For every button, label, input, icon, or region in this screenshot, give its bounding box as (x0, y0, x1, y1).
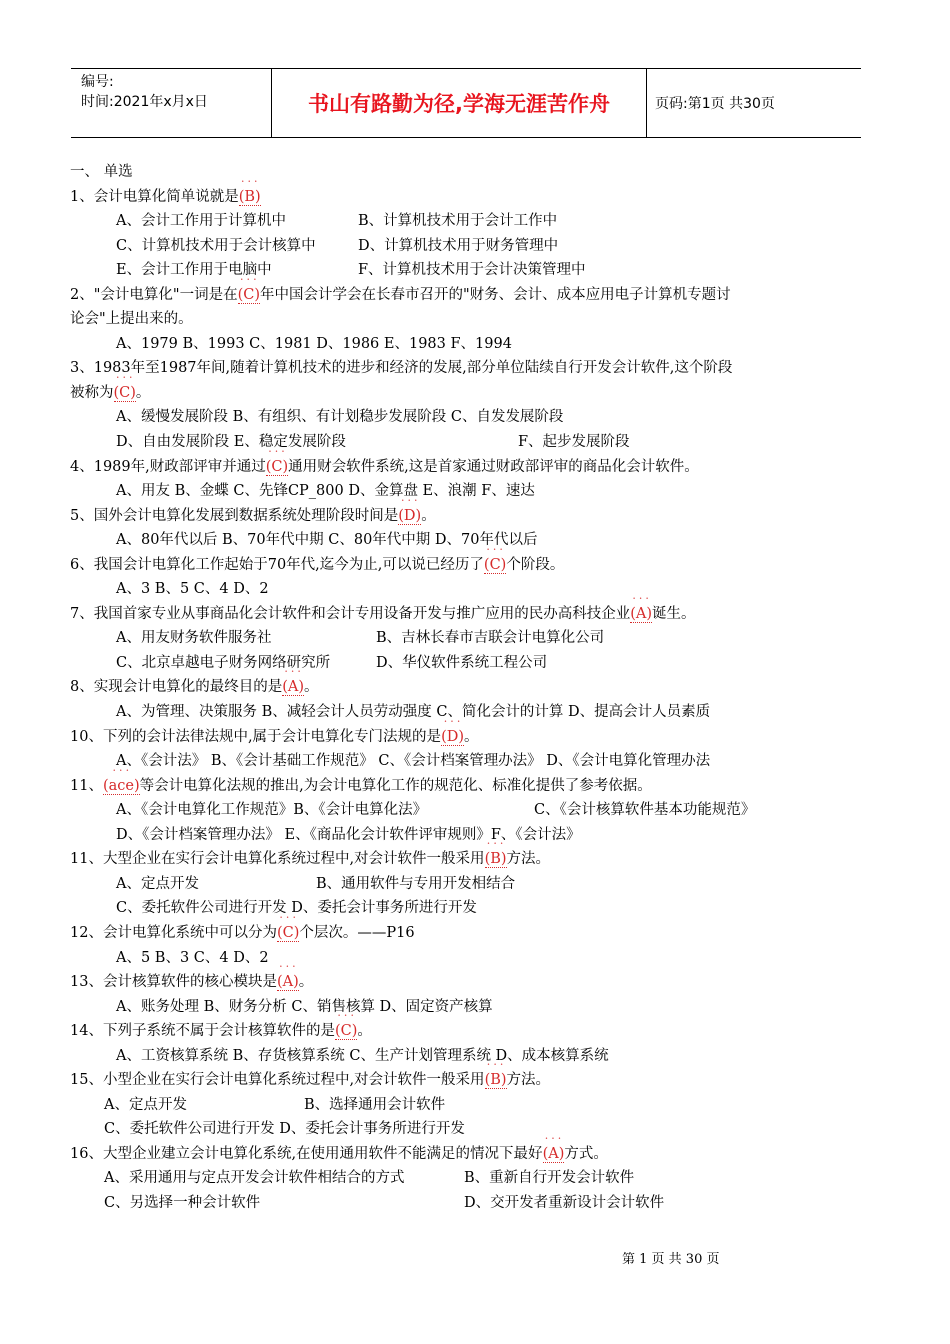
question-3-cont: 被称为• • • (C)。 (70, 381, 870, 406)
options: D、《会计档案管理办法》 E、《商品化会计软件评审规则》F、《会计法》 (116, 826, 581, 843)
options: A、为管理、决策服务 B、减轻会计人员劳动强度 C、简化会计的计算 D、提高会计人员素质 (116, 704, 711, 721)
options: C、计算机技术用于会计核算中 D、计算机技术用于财务管理中 (116, 237, 559, 254)
question-11b: 11、大型企业在实行会计电算化系统过程中,对会计软件一般采用• • • (B)方法。 (70, 847, 870, 872)
answer: • • • (D) (441, 729, 464, 746)
options: A、定点开发 B、通用软件与专用开发相结合 (116, 875, 516, 892)
answer: • • • (ace) (103, 778, 140, 795)
answer: • • • (D) (398, 508, 421, 525)
answer: • • • (A) (630, 606, 652, 623)
header-motto: 书山有路勤为径,学海无涯苦作舟 (272, 69, 647, 137)
number-label: 编号: (81, 74, 114, 90)
answer: • • • (C) (238, 287, 260, 304)
options: A、80年代以后 B、70年代中期 C、80年代中期 D、70年代以后 (116, 532, 538, 549)
question-6: 6、我国会计电算化工作起始于70年代,迄今为止,可以说已经历了• • • (C)个阶段。 (70, 553, 870, 578)
options: D、自由发展阶段 E、稳定发展阶段 F、起步发展阶段 (116, 434, 630, 451)
options: A、《会计法》 B、《会计基础工作规范》 C、《会计档案管理办法》 D、《会计电算化管理办法 (116, 753, 711, 770)
options: A、用友财务软件服务社 B、吉林长春市吉联会计电算化公司 (116, 630, 605, 647)
question-10: 10、下列的会计法律法规中,属于会计电算化专门法规的是• • • (D)。 (70, 725, 870, 750)
question-11a: 11、• • • (ace)等会计电算化法规的推出,为会计电算化工作的规范化、标准化提供了参考依据。 (70, 774, 870, 799)
page-header (71, 68, 861, 138)
answer: • • • (A) (543, 1146, 565, 1163)
options: A、账务处理 B、财务分析 C、销售核算 D、固定资产核算 (116, 998, 493, 1015)
options: A、《会计电算化工作规范》B、《会计电算化法》 C、《会计核算软件基本功能规范》 (116, 802, 756, 819)
question-2: 2、"会计电算化"一词是在• • • (C)年中国会计学会在长春市召开的"财务、会计、成本应用电子计算机专题讨 (70, 283, 870, 308)
question-list (70, 160, 870, 1216)
answer: • • • (A) (277, 974, 299, 991)
question-14: 14、下列子系统不属于会计核算软件的是• • • (C)。 (70, 1019, 870, 1044)
question-8: 8、实现会计电算化的最终目的是• • • (A)。 (70, 675, 870, 700)
question-2-cont: 论会"上提出来的。 (70, 311, 193, 328)
page-footer: 第 1 页 共 30 页 (622, 1252, 720, 1267)
options: C、另选择一种会计软件 D、交开发者重新设计会计软件 (104, 1194, 665, 1211)
section-heading: 一、 单选 (70, 164, 133, 180)
question-15: 15、小型企业在实行会计电算化系统过程中,对会计软件一般采用• • • (B)方法。 (70, 1068, 870, 1093)
question-1: 1、会计电算化简单说就是• • • (B) (70, 185, 870, 210)
options: A、采用通用与定点开发会计软件相结合的方式 B、重新自行开发会计软件 (104, 1170, 635, 1187)
options: C、委托软件公司进行开发 D、委托会计事务所进行开发 (104, 1121, 465, 1138)
question-13: 13、会计核算软件的核心模块是• • • (A)。 (70, 970, 870, 995)
answer: • • • (C) (484, 557, 506, 574)
question-3: 3、1983年至1987年间,随着计算机技术的进步和经济的发展,部分单位陆续自行开发会计软件,这个阶段 (70, 360, 733, 377)
options: A、工资核算系统 B、存货核算系统 C、生产计划管理系统 D、成本核算系统 (116, 1047, 609, 1064)
answer: • • • (A) (282, 679, 304, 696)
options: A、缓慢发展阶段 B、有组织、有计划稳步发展阶段 C、自发发展阶段 (116, 409, 564, 426)
question-16: 16、大型企业建立会计电算化系统,在使用通用软件不能满足的情况下最好• • • (A)方式。 (70, 1142, 870, 1167)
options: A、用友 B、金蝶 C、先锋CP_800 D、金算盘 E、浪潮 F、速达 (116, 483, 535, 500)
options: C、委托软件公司进行开发 D、委托会计事务所进行开发 (116, 900, 477, 917)
options: A、定点开发 B、选择通用会计软件 (104, 1096, 446, 1113)
header-page-label: 页码:第1页 共30页 (655, 96, 775, 112)
answer: • • • (C) (114, 385, 136, 402)
answer: • • • (C) (277, 925, 299, 942)
answer: • • • (C) (335, 1023, 357, 1040)
options: A、1979 B、1993 C、1981 D、1986 E、1983 F、1994 (116, 335, 512, 352)
header-meta (71, 69, 272, 137)
time-label: 时间:2021年x月x日 (81, 94, 208, 110)
question-4: 4、1989年,财政部评审并通过• • • (C)通用财会软件系统,这是首家通过财政部评审的商品化会计软件。 (70, 455, 870, 480)
options: A、会计工作用于计算机中 B、计算机技术用于会计工作中 (116, 213, 558, 230)
question-5: 5、国外会计电算化发展到数据系统处理阶段时间是• • • (D)。 (70, 504, 870, 529)
answer: • • • (B) (239, 189, 261, 206)
options: A、5 B、3 C、4 D、2 (116, 949, 269, 966)
question-7: 7、我国首家专业从事商品化会计软件和会计专用设备开发与推广应用的民办高科技企业• • • (A)诞生。 (70, 602, 870, 627)
options: E、会计工作用于电脑中 F、计算机技术用于会计决策管理中 (116, 262, 586, 279)
answer: • • • (C) (266, 459, 288, 476)
answer: • • • (B) (485, 1072, 507, 1089)
answer: • • • (B) (485, 851, 507, 868)
options: C、北京卓越电子财务网络研究所 D、华仪软件系统工程公司 (116, 654, 548, 671)
question-12: 12、会计电算化系统中可以分为• • • (C)个层次。——P16 (70, 921, 870, 946)
options: A、3 B、5 C、4 D、2 (116, 581, 269, 598)
